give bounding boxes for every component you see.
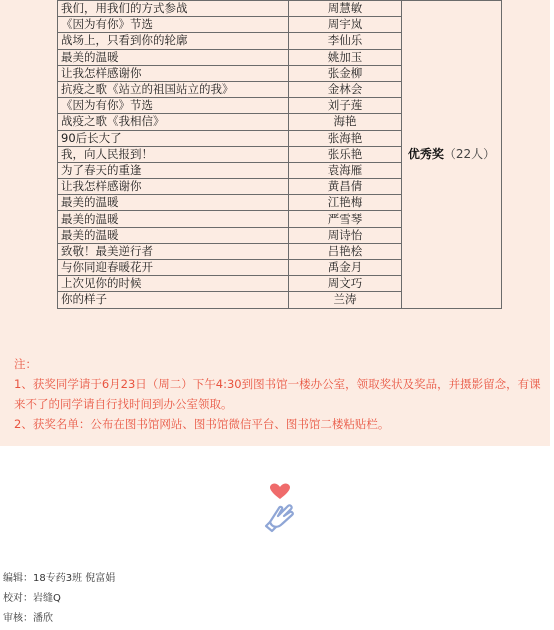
- entry-title: 最美的温暖: [58, 227, 289, 243]
- notes-heading: 注：: [14, 357, 37, 371]
- entry-name: 黄昌倩: [289, 179, 402, 195]
- entry-name: 周慧敏: [289, 1, 402, 17]
- entry-name: 江艳梅: [289, 195, 402, 211]
- entry-title: 与你同迎春暖花开: [58, 260, 289, 276]
- entry-title: 我们，用我们的方式参战: [58, 1, 289, 17]
- heart-hand-icon: [262, 482, 298, 534]
- award-label: 优秀奖: [407, 146, 444, 161]
- award-table-body: [58, 1, 502, 309]
- credit-proofread: 校对：岩缝Q: [3, 593, 61, 604]
- note-item-1: 1、获奖同学请于6月23日（周二）下午4:30到图书馆一楼办公室，领取奖状及奖品，并摄影留念，有课来不了的同学请自行找时间到办公室领取。: [14, 377, 541, 411]
- entry-name: 姚加玉: [289, 49, 402, 65]
- entry-title: 为了春天的重逢: [58, 162, 289, 178]
- award-level-cell: [402, 1, 502, 309]
- award-table: [57, 0, 502, 309]
- entry-title: 你的样子: [58, 292, 289, 308]
- entry-title: 战疫之歌《我相信》: [58, 114, 289, 130]
- entry-title: 战场上，只看到你的轮廓: [58, 33, 289, 49]
- entry-name: 张海艳: [289, 130, 402, 146]
- entry-name: 袁海雁: [289, 162, 402, 178]
- table-row: [58, 1, 502, 17]
- entry-name: 吕艳桧: [289, 243, 402, 259]
- entry-name: 金林会: [289, 81, 402, 97]
- note-item-2: 2、获奖名单：公布在图书馆网站、图书馆微信平台、图书馆二楼粘贴栏。: [14, 417, 390, 431]
- entry-name: 兰涛: [289, 292, 402, 308]
- entry-name: 李仙乐: [289, 33, 402, 49]
- award-count: （22人）: [443, 146, 496, 161]
- entry-title: 最美的温暖: [58, 49, 289, 65]
- entry-title: 《因为有你》节选: [58, 98, 289, 114]
- entry-name: 海艳: [289, 114, 402, 130]
- credit-review: 审核：潘欣: [3, 613, 53, 624]
- entry-title: 上次见你的时候: [58, 276, 289, 292]
- entry-title: 让我怎样感谢你: [58, 65, 289, 81]
- entry-name: 周文巧: [289, 276, 402, 292]
- notes-section: [14, 354, 544, 434]
- entry-name: 张金柳: [289, 65, 402, 81]
- credit-editor: 编辑：18专药3班 倪富娟: [3, 573, 116, 584]
- entry-title: 致敬！最美逆行者: [58, 243, 289, 259]
- entry-title: 抗疫之歌《站立的祖国站立的我》: [58, 81, 289, 97]
- entry-name: 周宇岚: [289, 17, 402, 33]
- entry-title: 我，向人民报到！: [58, 146, 289, 162]
- entry-name: 严雪琴: [289, 211, 402, 227]
- entry-title: 《因为有你》节选: [58, 17, 289, 33]
- entry-title: 90后长大了: [58, 130, 289, 146]
- entry-title: 让我怎样感谢你: [58, 179, 289, 195]
- entry-name: 周诗怡: [289, 227, 402, 243]
- entry-name: 刘子莲: [289, 98, 402, 114]
- credits: [3, 569, 115, 629]
- entry-title: 最美的温暖: [58, 211, 289, 227]
- entry-title: 最美的温暖: [58, 195, 289, 211]
- entry-name: 禹金月: [289, 260, 402, 276]
- entry-name: 张乐艳: [289, 146, 402, 162]
